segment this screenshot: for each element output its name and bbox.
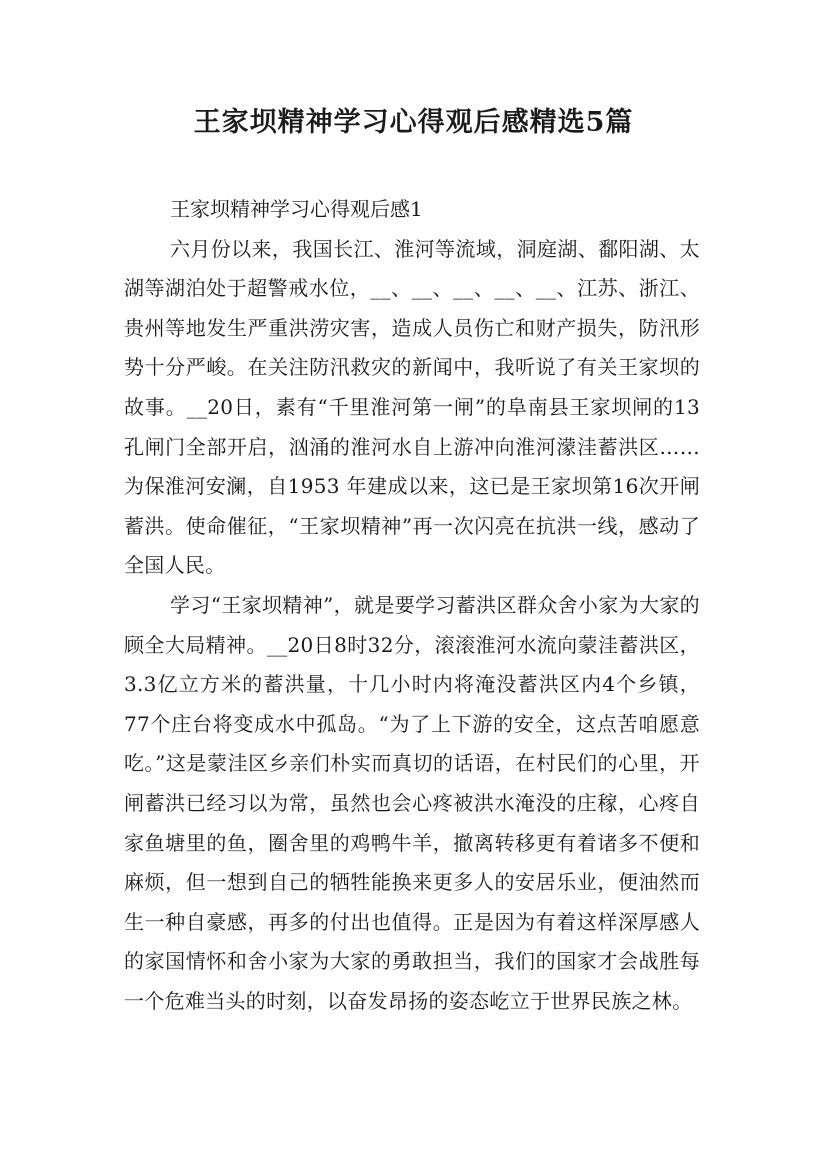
paragraph-2: 学习“王家坝精神”，就是要学习蓄洪区群众舍小家为大家的顾全大局精神。__20日8时32分，滚滚淮河水流向蒙洼蓄洪区，3.3亿立方米的蓄洪量，十几小时内将淹没蓄洪区内4个乡镇，77个庄台将变成水中孤岛。“为了上下游的安全，这点苦咱愿意吃。”这是蒙洼区乡亲们朴实而真切的话语，在村民们的心里，开闸蓄洪已经习以为常，虽然也会心疼被洪水淹没的庄稼，心疼自家鱼塘里的鱼，圈舍里的鸡鸭牛羊，撤离转移更有着诸多不便和麻烦，但一想到自己的牺牲能换来更多人的安居乐业，便油然而生一种自豪感，再多的付出也值得。正是因为有着这样深厚感人的家国情怀和舍小家为大家的勇敢担当，我们的国家才会战胜每一个危难当头的时刻，以奋发昂扬的姿态屹立于世界民族之林。 (124, 592, 700, 1013)
document-body (124, 190, 700, 1021)
section-heading: 王家坝精神学习心得观后感1 (170, 197, 423, 221)
paragraph-1: 六月份以来，我国长江、淮河等流域，洞庭湖、鄱阳湖、太湖等湖泊处于超警戒水位，__、__、__、__、__、江苏、浙江、贵州等地发生严重洪涝灾害，造成人员伤亡和财产损失，防汛形势十分严峻。在关注防汛救灾的新闻中，我听说了有关王家坝的故事。__20日，素有“千里淮河第一闸”的阜南县王家坝闸的13 孔闸门全部开启，汹涌的淮河水自上游冲向淮河濛洼蓄洪区……为保淮河安澜，自1953 年建成以来，这已是王家坝第16次开闸蓄洪。使命催征，“王家坝精神”再一次闪亮在抗洪一线，感动了全国人民。 (124, 236, 700, 578)
document-title: 王家坝精神学习心得观后感精选5篇 (193, 107, 634, 138)
